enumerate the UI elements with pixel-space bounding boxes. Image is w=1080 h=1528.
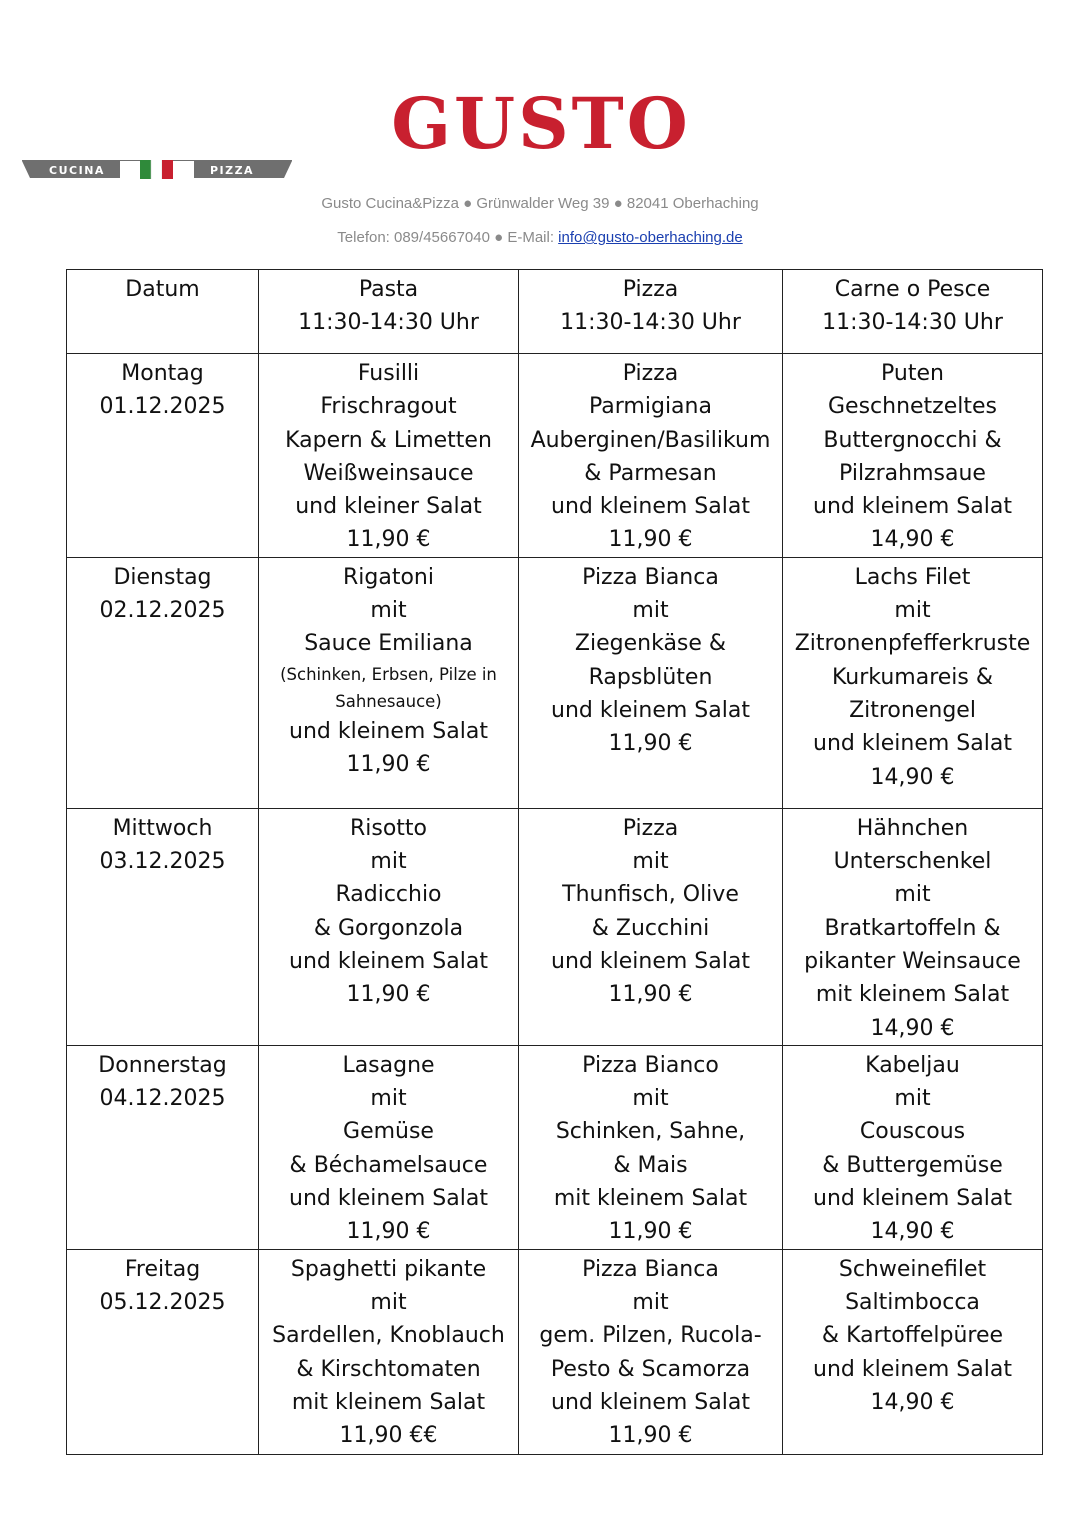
dish-line: & Mais: [613, 1152, 688, 1178]
header-pizza-name: Pizza: [622, 277, 679, 302]
table-row: [67, 557, 1043, 808]
contact-phone: Telefon: 089/45667040 ● E-Mail:: [337, 229, 559, 246]
dish-price: 14,90 €: [870, 1015, 955, 1041]
flag-green: [140, 160, 151, 179]
dish-line: Schinken, Sahne,: [555, 1119, 746, 1145]
header-carne: [783, 270, 1043, 354]
dish-line: Schweinefilet: [838, 1256, 987, 1282]
dish-price: 11,90 €: [346, 751, 431, 777]
dish-line: und kleinem Salat: [813, 494, 1012, 520]
dish-line: Sauce Emiliana: [304, 631, 473, 657]
day-date: 05.12.2025: [99, 1289, 226, 1315]
dish-line: mit kleinem Salat: [553, 1186, 748, 1212]
restaurant-address: Gusto Cucina&Pizza ● Grünwalder Weg 39 ● 82041 Oberhaching: [321, 195, 759, 212]
dish-line: Kapern & Limetten: [285, 427, 492, 453]
dish-line: Unterschenkel: [833, 849, 992, 875]
dish-line: Radicchio: [335, 882, 442, 908]
dish-line: Fusilli: [357, 361, 420, 386]
header-pizza-time: 11:30-14:30 Uhr: [560, 310, 741, 336]
dish-line: & Kirschtomaten: [296, 1356, 481, 1382]
dish-line: mit: [370, 849, 407, 875]
dish-line: und kleinem Salat: [551, 948, 750, 974]
dish-line: Spaghetti pikante: [290, 1256, 487, 1282]
dish-line: & Béchamelsauce: [289, 1152, 488, 1178]
dish-line: Parmigiana: [589, 394, 712, 420]
dish-price: 11,90 €: [346, 1219, 431, 1245]
dish-line: Thunfisch, Olive: [562, 882, 739, 908]
dish-note: (Schinken, Erbsen, Pilze in: [280, 664, 497, 684]
dish-line: Zitronenpfefferkruste: [794, 631, 1031, 657]
dish-line: Pilzrahmsaue: [839, 460, 986, 486]
day-cell: [67, 354, 259, 558]
table-row: [67, 354, 1043, 558]
day-cell: [67, 1249, 259, 1454]
pasta-cell: [259, 1045, 519, 1249]
dish-line: Weißweinsauce: [303, 460, 474, 486]
dish-line: und kleinem Salat: [813, 1356, 1012, 1382]
day-date: 02.12.2025: [99, 598, 226, 624]
dish-line: und kleinem Salat: [813, 1186, 1012, 1212]
dish-line: Auberginen/Basilikum: [530, 427, 771, 453]
dish-line: Lasagne: [342, 1052, 435, 1078]
header-pasta-time: 11:30-14:30 Uhr: [298, 310, 479, 336]
dish-line: und kleinem Salat: [551, 494, 750, 520]
dish-line: und kleinem Salat: [551, 1389, 750, 1415]
contact-line: [0, 229, 1080, 246]
day-name: Montag: [121, 361, 204, 386]
dish-line: Gemüse: [343, 1119, 434, 1145]
dish-line: und kleiner Salat: [295, 494, 482, 520]
gusto-logo: [385, 82, 697, 196]
dish-line: & Zucchini: [591, 915, 710, 941]
dish-line: Couscous: [859, 1119, 966, 1145]
lunch-menu-table: [66, 269, 1043, 1455]
dish-line: und kleinem Salat: [289, 718, 488, 744]
dish-line: Pizza: [622, 815, 679, 841]
pizza-cell: [519, 1249, 783, 1454]
day-name: Mittwoch: [112, 815, 213, 841]
dish-line: Sardellen, Knoblauch: [272, 1323, 505, 1349]
dish-line: Pizza Bianco: [582, 1052, 719, 1078]
dish-line: pikanter Weinsauce: [804, 948, 1021, 974]
dish-line: Pizza Bianca: [582, 1256, 719, 1282]
dish-line: mit: [632, 598, 669, 624]
dish-line: mit: [632, 1086, 669, 1112]
dish-line: mit: [632, 849, 669, 875]
pizza-cell: [519, 808, 783, 1045]
table-row: [67, 808, 1043, 1045]
flag-white: [151, 160, 162, 179]
dish-line: & Parmesan: [584, 460, 717, 486]
dish-line: Pizza Bianca: [582, 564, 719, 590]
dish-price: 14,90 €: [870, 527, 955, 553]
dish-line: Lachs Filet: [854, 564, 971, 590]
dish-line: Risotto: [349, 815, 428, 841]
dish-line: mit: [894, 598, 931, 624]
carne-cell: [783, 808, 1043, 1045]
dish-price: 14,90 €: [870, 1389, 955, 1415]
dish-line: mit: [370, 1289, 407, 1315]
dish-line: Kurkumareis &: [831, 664, 994, 690]
header-pizza: [519, 270, 783, 354]
pasta-cell: [259, 354, 519, 558]
dish-line: mit: [632, 1289, 669, 1315]
logo-wordmark: GUSTO: [391, 82, 691, 165]
header-carne-name: Carne o Pesce: [834, 277, 991, 302]
pizza-cell: [519, 557, 783, 808]
table-row: [67, 1249, 1043, 1454]
pizza-cell: [519, 354, 783, 558]
pasta-cell: [259, 808, 519, 1045]
pasta-cell: [259, 1249, 519, 1454]
dish-price: 11,90 €: [346, 527, 431, 553]
dish-line: mit: [894, 882, 931, 908]
day-name: Donnerstag: [98, 1052, 227, 1078]
dish-line: gem. Pilzen, Rucola-: [539, 1323, 762, 1349]
dish-price: 11,90 €: [608, 982, 693, 1008]
dish-price: 11,90 €: [608, 1219, 693, 1245]
dish-line: mit kleinem Salat: [815, 982, 1010, 1008]
dish-line: Buttergnocchi &: [823, 427, 1002, 453]
dish-price: 14,90 €: [870, 764, 955, 790]
header-pasta-name: Pasta: [358, 277, 419, 302]
dish-price: 11,90 €: [608, 731, 693, 757]
dish-line: & Kartoffelpüree: [821, 1323, 1004, 1349]
dish-line: Pizza: [622, 361, 679, 386]
header-datum: Datum: [67, 270, 259, 354]
dish-line: und kleinem Salat: [551, 697, 750, 723]
table-header-row: [67, 270, 1043, 354]
dish-price: 14,90 €: [870, 1219, 955, 1245]
day-date: 04.12.2025: [99, 1086, 226, 1112]
dish-line: Pesto & Scamorza: [550, 1356, 751, 1382]
dish-line: Bratkartoffeln &: [824, 915, 1001, 941]
day-cell: [67, 557, 259, 808]
dish-line: Rigatoni: [343, 564, 434, 590]
dish-line: und kleinem Salat: [813, 731, 1012, 757]
pizza-cell: [519, 1045, 783, 1249]
dish-price: 11,90 €€: [339, 1423, 438, 1449]
carne-cell: [783, 354, 1043, 558]
dish-line: mit: [370, 1086, 407, 1112]
dish-line: & Gorgonzola: [313, 915, 464, 941]
table-row: [67, 1045, 1043, 1249]
pasta-cell: [259, 557, 519, 808]
dish-price: 11,90 €: [608, 527, 693, 553]
day-name: Freitag: [124, 1256, 201, 1282]
dish-line: mit: [894, 1086, 931, 1112]
logo-tag-pizza: PIZZA: [209, 164, 255, 177]
dish-line: Rapsblüten: [588, 664, 713, 690]
dish-line: Frischragout: [320, 394, 457, 420]
dish-line: Ziegenkäse &: [574, 631, 727, 657]
dish-price: 11,90 €: [346, 982, 431, 1008]
dish-line: Hähnchen: [856, 815, 969, 841]
carne-cell: [783, 1249, 1043, 1454]
dish-line: und kleinem Salat: [289, 948, 488, 974]
header-pasta: [259, 270, 519, 354]
day-date: 03.12.2025: [99, 849, 226, 875]
dish-line: mit: [370, 598, 407, 624]
email-link[interactable]: info@gusto-oberhaching.de: [558, 229, 743, 246]
day-date: 01.12.2025: [99, 394, 226, 420]
dish-line: Geschnetzeltes: [827, 394, 997, 420]
dish-line: & Buttergemüse: [822, 1152, 1003, 1178]
carne-cell: [783, 1045, 1043, 1249]
dish-price: 11,90 €: [608, 1423, 693, 1449]
logo-tag-cucina: CUCINA: [49, 164, 105, 177]
day-cell: [67, 808, 259, 1045]
dish-note: Sahnesauce): [335, 691, 442, 711]
flag-red: [162, 160, 173, 179]
dish-line: Puten: [881, 361, 944, 386]
dish-line: mit kleinem Salat: [291, 1389, 486, 1415]
day-cell: [67, 1045, 259, 1249]
dish-line: und kleinem Salat: [289, 1186, 488, 1212]
carne-cell: [783, 557, 1043, 808]
dish-line: Zitronengel: [849, 697, 976, 723]
logo-band: [22, 160, 292, 179]
header-carne-time: 11:30-14:30 Uhr: [822, 310, 1003, 336]
dish-line: Kabeljau: [865, 1052, 960, 1078]
day-name: Dienstag: [113, 564, 212, 590]
dish-line: Saltimbocca: [845, 1289, 980, 1315]
